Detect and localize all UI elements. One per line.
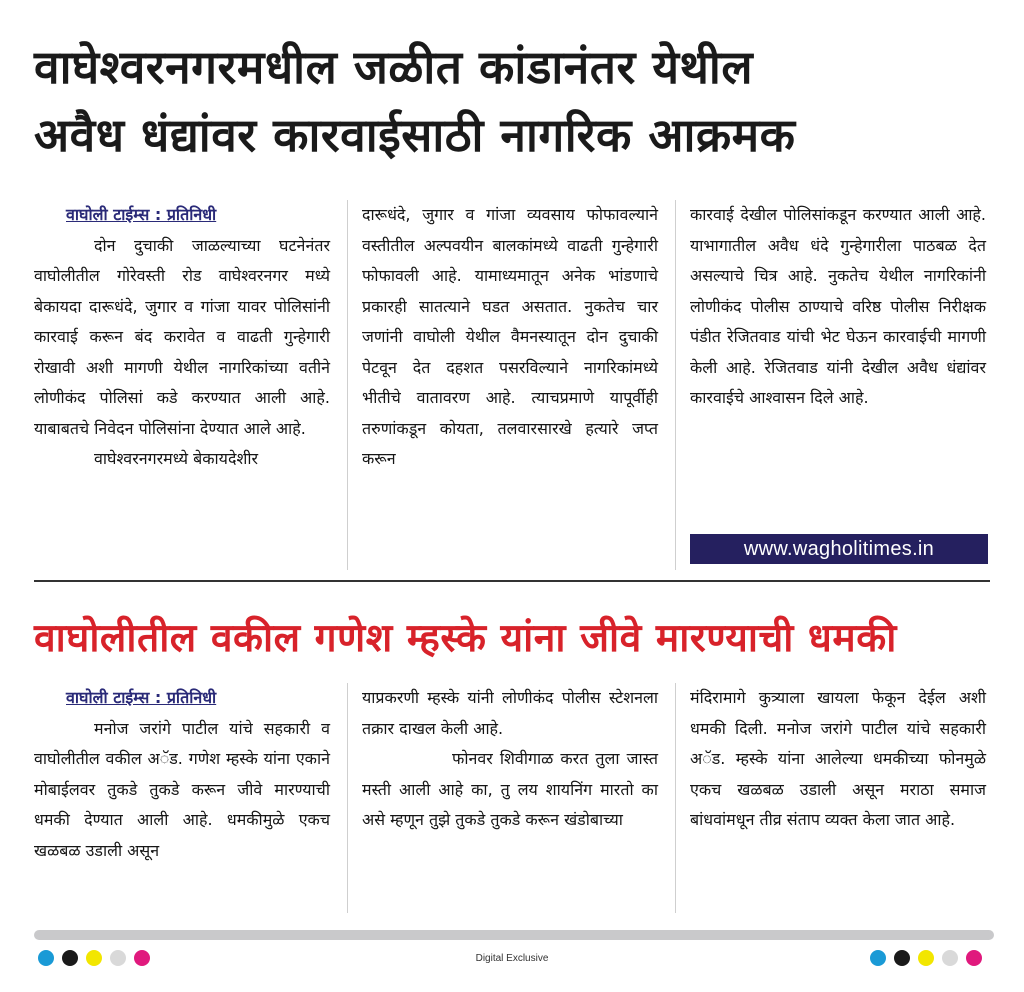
column-divider [675, 200, 676, 570]
article2-col2-paragraph-2: फोनवर शिवीगाळ करत तुला जास्त मस्ती आली आहे का, तु लय शायनिंग मारतो का असे म्हणून तुझे तुकडे तुकडे करून खंडोबाच्या [362, 749, 658, 829]
column-divider [347, 683, 348, 913]
article2-column-2 [362, 683, 658, 836]
article2-column-3 [690, 683, 986, 836]
article1-column-1 [34, 200, 330, 475]
footer-label: Digital Exclusive [475, 953, 549, 964]
article2-headline: वाघोलीतील वकील गणेश म्हस्के यांना जीवे मारण्याची धमकी [34, 616, 897, 661]
column-divider [675, 683, 676, 913]
section-divider [34, 580, 990, 582]
article1-column-3 [690, 200, 986, 414]
article1-col1-paragraph: दोन दुचाकी जाळल्याच्या घटनेनंतर वाघोलीतील गोरेवस्ती रोड वाघेश्वरनगर मध्ये बेकायदा दारूधंदे, जुगार व गांजा यावर पोलिसांनी कारवाई करून बंद करावेत व वाढती गुन्हेगारी रोखावी अशी मागणी येथील नागरिकांच्या वतीने लोणीकंद पोलिसां कडे करण्यात आली आहे. याबाबतचे निवेदन पोलिसांना देण्यात आले आहे. [34, 235, 330, 438]
article1-col1-continuation: वाघेश्वरनगरमध्ये बेकायदेशीर [94, 449, 259, 468]
article1-col2-text: दारूधंदे, जुगार व गांजा व्यवसाय फोफावल्याने वस्तीतील अल्पवयीन बालकांमध्ये वाढती गुन्हेगारी फोफावली आहे. यामाध्यमातून अनेक भांडणाचे प्रकारही सातत्याने घडत असतात. नुकतेच चार जणांनी वाघोली येथील वैमनस्यातून दोन दुचाकी पेटवून देत दहशत पसरविल्याने नागरिकांमध्ये भीतीचे वातावरण आहे. त्याचप्रमाणे यापूर्वीही तरुणांकडून कोयता, तलवारसारखे हत्यारे जप्त करून [362, 205, 658, 468]
article1-headline-line1: वाघेश्वरनगरमधील जळीत कांडानंतर येथील [34, 40, 754, 94]
article2-col2-paragraph: याप्रकरणी म्हस्के यांनी लोणीकंद पोलीस स्टेशनला तक्रार दाखल केली आहे. [362, 688, 658, 738]
column-divider [347, 200, 348, 570]
article1-byline: वाघोली टाईम्स : प्रतिनिधी [66, 205, 217, 224]
registration-dot [894, 950, 910, 966]
registration-dot [966, 950, 982, 966]
article2-column-1 [34, 683, 330, 866]
website-banner[interactable]: www.wagholitimes.in [690, 534, 988, 564]
registration-dot [870, 950, 886, 966]
article2-col1-text: मनोज जरांगे पाटील यांचे सहकारी व वाघोलीतील वकील अॅड. गणेश म्हस्के यांना एकाने मोबाईलवर तुकडे तुकडे करून जीवे मारण्याची धमकी देण्यात आली आहे. धमकीमुळे एकच खळबळ उडाली असून [34, 718, 330, 860]
registration-dot [918, 950, 934, 966]
article1-col3-text: कारवाई देखील पोलिसांकडून करण्यात आली आहे. याभागातील अवैध धंदे गुन्हेगारीला पाठबळ देत असल्याचे चित्र आहे. नुकतेच येथील नागरिकांनी लोणीकंद पोलीस ठाण्याचे वरिष्ठ पोलीस निरीक्षक पंडीत रेजितवाड यांची भेट घेऊन कारवाईची मागणी केली आहे. रेजितवाड यांनी देखील अवैध धंद्यांवर कारवाईचे आश्वासन दिले आहे. [690, 205, 986, 407]
article2-byline: वाघोली टाईम्स : प्रतिनिधी [66, 688, 217, 707]
article1-headline-line2: अवैध धंद्यांवर कारवाईसाठी नागरिक आक्रमक [34, 108, 796, 162]
registration-marks-right [870, 950, 982, 966]
article1-column-2 [362, 200, 658, 475]
registration-dot [942, 950, 958, 966]
article2-col3-text: मंदिरामागे कुत्र्याला खायला फेकून देईल अशी धमकी दिली. मनोज जरांगे पाटील यांचे सहकारी अॅड. म्हस्के यांना आलेल्या धमकीच्या फोनमुळे एकच खळबळ उडाली असून मराठा समाज बांधवांमधून तीव्र संताप व्यक्त केला जात आहे. [690, 688, 986, 829]
footer-bar [34, 930, 994, 940]
